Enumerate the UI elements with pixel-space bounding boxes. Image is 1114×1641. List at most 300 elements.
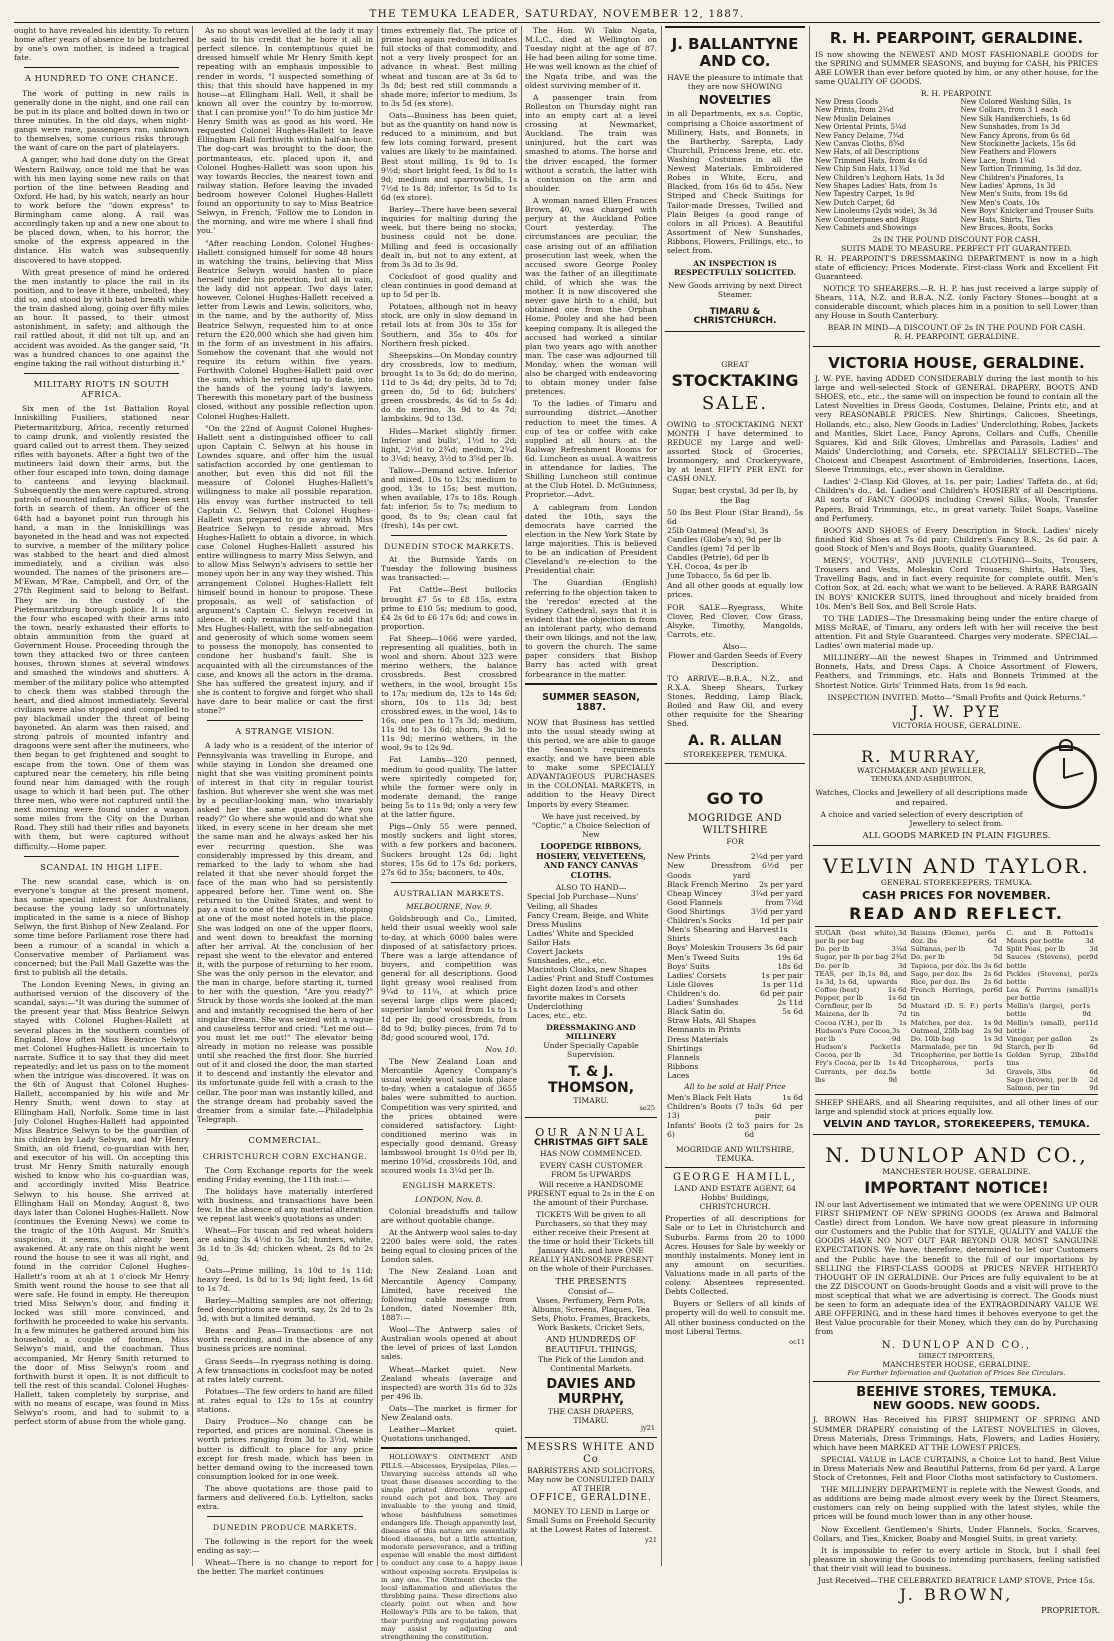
article-text: times extremely flat. The price of prime hog again reduced indicates full stocks of that commodity, and not a very lively prospect for an advance in wheat. Best milling wheat and tuscan are at 3s 6d to 3s 8d; best red still commands a shade more; inferior to medium, 3s to 3s 5d (ex store). — [381, 26, 517, 108]
price-row — [667, 980, 803, 989]
list-item: Candles (Globe's x), 9d per lb — [667, 534, 781, 544]
divider — [207, 720, 363, 721]
advert-signature: R. H. PEARPOINT, GERALDINE. — [893, 332, 1020, 342]
article-text: Wool—The Antwerp sales of Australian wools opened at about the level of prices of last London sales. — [381, 1325, 517, 1362]
advert-holloway: HOLLOWAY'S OINTMENT AND PILLS.—Abscesses, Erysipelas, Piles.—Unvarying success attends all who treat these diseases according to the simple printed directions wrapped round each pot and box. They are invaluable to the young and timid, whose bashfulness sometimes endangers life. Though apparently lost, diseases of this nature are essentially blood diseases, but a little attention, moderate perseverance, and a trifling expense will enable the most diffident to conduct any case to a happy issue without exposing secrets. Erysipelas is in any one. The Ointment checks the local inflammation and alleviates the throbbing pains. These directions also clearly point out when and how Holloway's Pills are to be taken, that their purifying and regulating powers may assist by adjusting and strengthening the constitution. — [381, 1453, 517, 1641]
list-item: New Lace, from 1¼d — [960, 156, 1036, 165]
advert-davies-murphy — [525, 1122, 657, 1438]
advert-signature: VELVIN AND TAYLOR, STOREKEEPERS, TEMUKA. — [823, 1119, 1090, 1131]
list-item: Candles (Petrie), 6d per lb — [667, 553, 769, 563]
price-row — [667, 925, 803, 943]
item-price: 1s 6d — [782, 1093, 803, 1103]
price-row — [911, 1043, 1003, 1051]
advert-text: AND FANCY CANVAS CLOTHS. — [543, 860, 639, 880]
section-heading: COMMERCIAL. — [248, 1135, 322, 1146]
advert-thomson — [525, 689, 657, 1118]
price-row — [667, 1044, 803, 1053]
advert-ref: se25 — [639, 1104, 655, 1113]
advert-text: J. W. PYE, having ADDED CONSIDERABLY during the last month to his large and well-selected Stock of GENERAL DRAPERY, BOOTS AND SHOES, etc., etc., the same will on inspection be found to contain all the Latest Novelties in Dress Goods, Costumes, Delaine, Prints etc, and at very REASONABLE PRICES. New Shirtings, Calicoes, Sheetings, Hollands, etc.; also, New Goods in Ladies' Underclothing, Robes, Jackets and Mantles, Skirt Lace, Fancy Aprons, Collars and Cuffs, Chenille Squares, Kid and Silk Gloves, Umbrellas and Parasols, Ladies' and Maids' Underclothing, and Corsets, etc. SPECIALLY SELECTED—The Choicest and Cheapest Assortment of Embroideries, Insertions, Laces, Sleeve Trimmings, etc., ever shown in Geraldine. — [815, 374, 1098, 475]
item-name: SUGAR (best white), per lb per bag — [815, 928, 898, 946]
price-row — [911, 953, 1003, 961]
advert-text: SHEEP SHEARS, and all Shearing requisites, and all other lines of our large and splendid stock at prices equally low. — [815, 1098, 1098, 1117]
list-item: New Boys' Knicker and Trouser Suits — [960, 207, 1094, 216]
advert-text: Buyers or Sellers of all kinds of property will do well to consult me. All other business conducted on the most Liberal Terms. — [665, 1299, 805, 1336]
article-heading: AUSTRALIAN MARKETS. — [393, 888, 505, 898]
article-text: Barley—Malting samples are not offering; feed descriptions are worth, say, 2s 2d to 2s 3d, with but a limited demand. — [197, 1295, 373, 1324]
advert-hamill — [665, 1172, 805, 1347]
advert-text: TICKETS Will be given to all Purchasers, so that they may either receive their Present at the time or hold their Tickets till January 4th, and have ONE REALLY HANDSOME PRESENT on the whole of their Purchases. — [528, 1209, 654, 1274]
price-row — [667, 971, 803, 980]
list-item: New Dutch Carpet, 6d — [815, 198, 895, 207]
item-name: Black Satin do. — [667, 1007, 726, 1017]
advert-text: NOTICE TO SHEARERS.—R. H. P. has just received a large supply of Shears, 11A, N.Z. and B.B.A. N.Z. (only Factory Stones—bought at a considerable discount, which places him in a position to sell Lower than any House in South Canterbury. — [815, 283, 1098, 321]
item-price: 5d — [993, 953, 1003, 962]
article-text: The following is the report for the week ending as say:— — [197, 1536, 373, 1555]
item-price: 1s 3d — [892, 1043, 902, 1060]
item-price: 1s per 11d — [761, 979, 803, 989]
item-price: 2¾d — [891, 953, 907, 962]
list-item: New Linoleums (2yds wide), 3s 3d — [815, 207, 938, 216]
item-name: Pepper, per lb — [815, 994, 864, 1003]
advert-text: SPECIAL VALUE in LACE CURTAINS, a Choice Lot to hand. Best Value in Dress Materials New and Beautiful Patterns, from 6d per yard. A Large Stock of Cretonnes, Felt and Floor Cloths most satisfactory to Customers. — [813, 1454, 1100, 1483]
advert-text: GENERAL STOREKEEPERS, TEMUKA. — [880, 878, 1033, 888]
advert-heading: BEEHIVE STORES, TEMUKA. — [856, 1385, 1057, 1400]
advert-dunlop — [813, 1139, 1100, 1382]
advert-text: Just Received—THE CELEBRATED BEATRICE LAMP STOVE, Price 15s. — [817, 1576, 1096, 1586]
article-text: The new scandal case, which is on everyone's tongue at the present moment, has some special interest for Australians, because the young lady so unfortunately implicated in the same is a niece of Bishop Selwyn, the first Bishop of New Zealand. For some time before Parliament rose there had been a rumour of a scandal in which a Conservative member of Parliament was concerned; but the Pall Mall Gazette was the first to publish all the details. — [14, 876, 189, 977]
advert-pearpoint — [813, 26, 1100, 347]
advert-heading: CHRISTMAS GIFT SALE — [533, 1138, 649, 1149]
item-name: French Herrings, per tin — [910, 985, 994, 1003]
item-name: Infants' Boots (2 to 6) — [667, 1120, 745, 1139]
price-row — [911, 962, 1003, 970]
item-name: Split Peas, per lb — [1006, 945, 1066, 954]
item-name: TEAS, per lb, 1s 3d, 1s 6d, — [815, 969, 868, 986]
item-price: 5s 6d — [782, 1007, 803, 1017]
item-name: Flannels — [667, 1052, 700, 1062]
item-price: 7d — [897, 1010, 907, 1019]
list-item: New Silk Handkerchiefs, 1s 6d — [960, 114, 1071, 123]
advert-text: LAND AND ESTATE AGENT, 64 Hobbs' Buildings, CHRISTCHURCH. — [674, 1183, 796, 1212]
article-text: Fat Lambs—320 penned, medium to good quality. The latter were spiritedly competed for, while the former were only in moderate demand, the range being 5s to 11s 9d; only a very few at the latter figure. — [381, 755, 517, 820]
advert-text: THE MILLINERY DEPARTMENT is replete with the Newest Goods, and as additions are being made almost every week by the Direct Steamers, customers can rely on being supplied with the latest styles, while the prices will be found much lower than in any other house. — [813, 1485, 1100, 1522]
price-row — [667, 989, 803, 998]
article-text: Pigs—Only 55 were penned, mostly suckers and light stores, with a few porkers and baconers. Suckers brought 12s 6d; light stores, 15s 6d to 17s 6d; porkers, 27s 6d to 35s; baconers, to 40s. — [381, 822, 517, 877]
advert-text: VICTORIA HOUSE, GERALDINE. — [892, 720, 1021, 730]
price-row — [1006, 1076, 1098, 1084]
item-name: Marmalade, per tin — [910, 1043, 978, 1052]
price-list — [667, 1093, 803, 1139]
article-text: The London Evening News, in giving an authorised version of the discovery of the scandal, says:—"It was during the summer of the present year that Miss Beatrice Selwyn stayed with Colonel Hughes-Hallett at several places in the southern counties of England. How often Miss Beatrice Selwyn met Colonel Hughes-Hallett is uncertain to narrate. Suffice it to say that they did meet repeatedly; and let us pass on to the moment when the intrigue was discovered. It was on the 6th of August that Colonel Hughes-Hallett, accompanied by his wife and Mr Henry Smith, went down to stay at Ellingham Hall, Norfolk. Some time in last July Colonel Hughes-Hallett had appointed Miss Beatrice Selwyn to be the guardian of his children by Lady Selwyn, and Mr Henry Smith, an old friend, co-guardian with her, and executor of his will. On accepting this trust Mr Henry Smith naturally enough wished to know who his co-guardian was, and accordingly invited Miss Beatrice Selwyn to his house. She arrived at Ellingham Hall on Monday, August 8, two days later than Colonel Hughes-Hallett. Now (continues the Evening News) we come to the tragic of the 10th August. Mr Smith's suspicion, it seems, had already been awakened. At any rate on this night he went round the house to see it was all right, and found in the corridor Colonel Hughes-Hallett's room at ah at 1 o'clock Mr Henry Smith went round the house to see that all were safe. He found in empty. He thereupon tried Miss Selwyn's door, and finding it locked was still more convinced, and forthwith he proceeded to wake his servants. In a few minutes he gathered around him his household, a couple of footmen, Miss Selwyn's maid, and the coachman. Thus accompanied, Mr Henry Smith returned to the door of Miss Selwyn's room and forthwith burst it open. It is not difficult to tell the rest of this scandal. Colonel Hughes-Hallett, taken completely by surprise, and with no means of escape, was found in Miss Selwyn's room, and had to submit to a perfect storm of abuse from the whole gang. — [14, 980, 189, 1427]
item-name: Raisins (Eleme), per doz. lbs — [910, 928, 988, 946]
goods-list-right — [961, 98, 1099, 232]
article-heading: ENGLISH MARKETS. — [402, 1181, 496, 1191]
article-text: With great presence of mind he ordered the men instantly to place the rail in its position, and to leave it there, unbolted, they did so, and stood by with bated breath while the train dashed along, going over fifty miles an hour. It passed, to their utmost astonishment, in safety; and although the rail rattled about, it did not tilt up, and an accident was avoided. As the ganger said, "It was a hundred chances to one against the engine taking the rail without disturbing it." — [14, 267, 189, 368]
divider — [24, 856, 179, 857]
advert-text: Watches, Clocks and Jewellery of all descriptions made and repaired. — [815, 788, 1028, 807]
list-item: 25lb Oatmeal (Mead's), 3s — [667, 525, 769, 535]
article-text: Oats—Business has been quiet, but as the quantity on hand now is reduced to a minimum, and but few lots coming forward, present values are likely to be maintained. Best stout milling, 1s 9d to 1s 9½d; short bright feed, 1s 8d to 1s 9d; medium and sparrowbills, 1s 7½d to 1s 8d; inferior, 1s 5d to 1s 6d (ex store). — [381, 110, 517, 202]
price-row — [1006, 986, 1098, 1002]
divider — [381, 1447, 517, 1449]
price-row — [1006, 1002, 1098, 1018]
list-item: New Children's Pinafores, 1s — [960, 173, 1064, 182]
item-price: 6s 6d — [987, 928, 997, 946]
advert-heading: VELVIN AND TAYLOR. — [823, 854, 1090, 879]
price-row — [667, 1093, 803, 1102]
advert-text: THE CASH DRAPERS, — [547, 1406, 635, 1416]
advert-text: Flower and Garden Seeds of Every Description. — [667, 651, 803, 670]
item-price: 3s 6d — [983, 961, 1003, 970]
advert-text: Consist of— — [568, 1286, 614, 1296]
item-name: Mellin's (small), per bottle — [1006, 1018, 1085, 1035]
article-text: The above quotations are those paid to farmers and delivered f.o.b. Lyttelton, sacks extra. — [197, 1484, 373, 1512]
advert-text: TO THE LADIES—The Dressmaking being under the entire charge of MISS McRAE, of Timaru, any orders left with her will receive the best attention. Fit and Style Guaranteed. Charges very moderate. SPECIAL—Ladies' own material made up. — [815, 613, 1098, 651]
price-row — [1006, 945, 1098, 953]
article-text: Oats—The market is firmer for New Zealand oats. — [381, 1404, 517, 1423]
item-price: 1s 6d — [888, 985, 907, 994]
advert-text: HAVE the pleasure to intimate that they are now SHOWING — [667, 73, 803, 92]
advert-text: GREAT — [721, 360, 749, 370]
item-name: Good Flannels — [667, 897, 723, 907]
advert-text: BOOTS AND SHOES of Every Description in Stock. Ladies' nicely finished Kid Shoes at 7s 6d pair; Children's Fancy B.S., 2s 6d pair. A good Stock of Men's and Boys Boots, quality Guaranteed. — [815, 525, 1098, 553]
article-text: Fat Sheep—1066 were yarded, representing all qualities, both in wool and shorn. About 323 were merino wethers, the balance crossbreds. Best crossbred wethers, in the wool, brought 15s to 17s; medium do, 12s to 14s 6d; shorn, 10s to 11s 3d; best crossbred ewes, in the wool, 14s to 16s, one pen to 17s 3d; medium, 11s 9d to 13s 6d; shorn, 9s 3d to 11s 9d; merino wethers, in the wool, 9s to 12s 9d. — [381, 634, 517, 753]
price-row — [667, 1121, 803, 1139]
item-price: 1s — [994, 1051, 1003, 1060]
column-5 — [665, 26, 805, 1566]
divider — [391, 882, 507, 883]
advert-text: R. H. PEARPOINT'S DRESSMAKING DEPARTMENT is now in a high state of efficiency; Prices Moderate. First-class Work and Excellent Fit Guaranteed. — [815, 253, 1098, 281]
advert-signature: T. & J. THOMSON, — [547, 1064, 635, 1096]
list-item: New Stockinette Jackets, 15s 6d — [960, 140, 1076, 148]
dateline: MELBOURNE, Nov. 9. — [405, 902, 493, 912]
item-name: Hudson's Pure Cocoa, per lb — [815, 1026, 893, 1043]
advert-heading: GEORGE HAMILL, — [672, 1171, 798, 1183]
list-item: New Hats, of all Descriptions — [815, 148, 920, 157]
advert-signature: J. W. PYE — [911, 701, 1002, 721]
advert-text: Now Excellent Gentlemen's Shirts, Under Flannels, Socks, Scarves, Collars, and Ties, Knicker, Boaby and Mosgiel Suits, in great variety. — [813, 1524, 1100, 1543]
advert-text: DIRECT IMPORTERS, — [918, 1351, 995, 1360]
item-price: 1s 6d — [888, 994, 907, 1003]
item-price: 9d — [993, 1043, 1003, 1052]
item-name: Men's Shearing and Harvest Shirts — [667, 925, 779, 944]
list-item: 50 lbs Best Flour (Star Brand), 5s 6d — [667, 507, 803, 526]
item-price: 1s — [898, 1018, 907, 1027]
price-row — [667, 1035, 803, 1044]
article-text: ought to have revealed his identity. To return home after years of absence to be butchered by one's own mother, is indeed a tragical fate. — [14, 26, 189, 63]
advert-text: HAS NOW COMMENCED. — [539, 1149, 643, 1159]
advert-text: OFFICE, GERALDINE. — [530, 1493, 652, 1504]
article-text: Sheepskins—On Monday country dry crossbreds, low to medium, brought 1s to 3s 6d; do do merino, 11d to 3s 4d; dry pelts, 3d to 7d; green do, 5d to 6d; butchers' green crossbreds, 4s 6d to 5s 4d; do do merino, 3s 9d to 4s 7d; lambskins, 9d to 13d. — [381, 350, 517, 424]
advert-text: Sugar, best crystal, 3d per lb, by the Bag — [672, 486, 798, 505]
item-price: 3¼d — [891, 945, 907, 954]
item-price: 1s 3d — [983, 1034, 1003, 1043]
list-item: New Sunshades, from 1s 3d — [960, 123, 1060, 132]
dateline: Nov. 10. — [485, 1044, 517, 1054]
advert-heading: NEW GOODS. NEW GOODS. — [872, 1399, 1041, 1413]
item-price: 19s 6d — [777, 952, 803, 962]
advert-heading: J. BALLANTYNE AND CO. — [671, 35, 799, 70]
item-price: 5d — [897, 1002, 907, 1011]
advert-text: IN our last Advertisement we intimated that we were OPENING UP OUR FIRST SHIPMENT OF NEW SPRING GOODS (ex Arawa and Balmoral Castle) direct from London. We have now great pleasure in informing our Customers and the Public that for STYLE, QUALITY and VALUE the GOODS HAVE NO NOT OUT FAR BEYOND OUR MOST SANGUINE EXPECTATIONS. We have, therefore, determined to let our Customers and the Public have the benefit to the full of our importations by SELLING the FIRST-CLASS GOODS at PRICES NEVER HITHERTO THOUGHT OF IN GERALDINE. Our Prices are fully equivalent to be at the ZZ DISCOUNT on Goods-brought Goods and a visit will prove to the most sceptical that what we are advertising is correct. The Goods must be seen to form an adequate idea of the EXTRAORDINARY VALUE WE ARE OFFERING, and in these hard times it behoves everyone to get the Best Value procurable for their Money, which they can do by Purchasing from — [815, 1199, 1098, 1337]
item-name: Sugar, per lb per bag — [815, 953, 889, 962]
goods-grid — [815, 98, 1098, 232]
price-row — [667, 1053, 803, 1062]
advert-text: New Goods arriving by next Direct Steamer. — [667, 281, 803, 300]
price-row — [911, 1059, 1003, 1075]
article-heading: DUNEDIN STOCK MARKETS. — [384, 541, 514, 551]
item-price: 6d — [1089, 1067, 1098, 1076]
item-name: Pickles (Stevens), per bottle — [1006, 969, 1091, 986]
item-price: 1s each — [778, 925, 797, 944]
item-price: from 7¼d — [765, 897, 803, 907]
price-row — [1006, 1051, 1098, 1067]
advert-white-co — [525, 1442, 657, 1545]
price-row — [815, 970, 907, 986]
item-price: 3d — [1089, 945, 1098, 954]
advert-text: EVERY CASH CUSTOMER FROM 5s UPWARDS — [539, 1161, 643, 1180]
advert-heading: R. MURRAY, — [861, 747, 982, 767]
price-row — [667, 852, 803, 861]
price-row — [667, 953, 803, 962]
list-item: New Oriental Prints, 5¼d — [815, 123, 907, 132]
advert-ref: jy21 — [641, 1424, 655, 1433]
item-name: Sago (brown), per lb — [1006, 1075, 1078, 1084]
price-row — [1006, 1084, 1098, 1092]
advert-heading: READ AND REFLECT. — [849, 904, 1064, 924]
advert-signature: DAVIES AND MURPHY, — [546, 1377, 636, 1407]
advert-heading: MESSRS WHITE AND Co — [526, 1441, 656, 1465]
price-row — [1006, 1068, 1098, 1076]
advert-text: MILLINERY—All the newest Shapes in Trimmed and Untrimmed Bonnets, Hats, and Dress Caps. A Choice Assortment of Flowers, Feathers, and Trimmings, etc. Hats and Bonnets Trimmed at the Shortest Notice. Girls' Trimmed Hats, from 1s 9d each. — [815, 653, 1098, 690]
advert-heading: GO TO — [706, 788, 764, 808]
article-text: The New Zealand Loan and Mercantile Agency Company, Limited, have received the following cable message from London, dated November 8th, 1887:— — [381, 1267, 517, 1323]
list-item: New Colored Washing Silks, 1s — [960, 98, 1072, 107]
item-price: from 6½d per yard — [732, 861, 803, 880]
item-price: 3s 9d — [892, 1026, 901, 1043]
price-row — [911, 945, 1003, 953]
price-row — [815, 994, 907, 1002]
watch-icon — [1032, 743, 1098, 811]
item-price: 2d — [1089, 1075, 1098, 1084]
item-price: 7d — [993, 945, 1003, 954]
item-price: 2s 11d — [777, 998, 803, 1008]
item-name: Gravels, 3lbs — [1006, 1067, 1052, 1076]
price-row — [815, 1027, 907, 1043]
item-name: Children's do. — [667, 989, 721, 999]
item-name: New Dress Goods — [667, 861, 733, 880]
article-heading: CHRISTCHURCH CORN EXCHANGE. — [202, 1152, 368, 1162]
column-rule — [809, 26, 810, 1566]
item-price: 3½d per yard — [750, 907, 803, 917]
item-price: 3d — [897, 928, 907, 937]
list-item: New Collars, from 3 1 each — [960, 106, 1058, 115]
advert-heading: SUMMER SEASON, 1887. — [542, 691, 640, 714]
news-item: A cablegram from London dated the 10th, says the democrats have carried the election in the New York State by large majorities. This is believed to be an indication of President Cleveland's re-election to the Presidential chair. — [525, 502, 657, 576]
item-price: 2s — [1090, 1034, 1098, 1043]
list-item: New Tortion Trimming, 1s 3d doz. — [960, 165, 1082, 174]
item-name: Lea & Perrins (small) per bottle — [1006, 985, 1091, 1003]
list-item: New Children's Leghorn Hats, 1s 3d — [815, 173, 945, 182]
item-name: Sauces (Stevens), per bottle — [1006, 953, 1090, 970]
price-row — [911, 986, 1003, 1002]
item-name: Vinegar, per gallon — [1006, 1034, 1072, 1043]
item-name: Cocoa (Y.H.), per lb — [815, 1018, 883, 1027]
advert-heading: IMPORTANT NOTICE! — [864, 1178, 1049, 1198]
item-name: Dress Materials — [667, 1034, 729, 1044]
news-item: The Hon. Wi Tako Ngata, M.L.C., died at Wellington on Tuesday night at the age of 87. He had been ailing for some time. He was well known as the chief of the Ngata tribe, and was the oldest surviving member of it. — [525, 26, 657, 90]
price-row — [815, 1059, 907, 1067]
item-price: 6d per pair — [760, 989, 803, 999]
news-item: To the ladies of Timaru and surrounding district.—Another reduction to meet the times. A cup of tea or coffee with cake supplied at all hours at the Railway Refreshment Rooms for 6d. Luncheon as usual. A waitress in attendance for ladies. The Shilling Luncheon still continue at the Club Hotel. D. McGuinness, Proprietor.—Advt. — [525, 399, 657, 500]
article-text: At the Burnside Yards on Tuesday the following business was transacted:— — [381, 555, 517, 583]
dateline: LONDON, Nov. 8. — [415, 1194, 483, 1204]
advert-text: TEMUKA AND ASHBURTON. — [870, 775, 973, 784]
column-rule — [661, 26, 662, 1566]
item-price: 9d — [1089, 1083, 1098, 1092]
price-row — [911, 1051, 1003, 1059]
column-rule — [377, 26, 378, 1566]
advert-text: It is impossible to refer to every article in Stock, but I shall feel pleasure in showing the Goods to intending purchasers, feeling satisfied that their visit will lead to business. — [813, 1545, 1100, 1574]
advert-signature: MOGRIDGE AND WILTSHIRE, TEMUKA. — [675, 1144, 795, 1163]
advert-text: SUITS MADE TO MEASURE. PERFECT FIT GUARANTEED. — [841, 244, 1072, 254]
price-column — [911, 929, 1003, 1092]
advert-town: TIMARU & CHRISTCHURCH. — [693, 306, 777, 327]
item-name: Laces — [667, 1071, 690, 1080]
item-name: Starch, per lb — [1006, 1043, 1054, 1052]
item-price: 1s 4d — [888, 1059, 907, 1068]
article-text: Wheat—Market quiet. New Zealand wheats (average and inspected) are worth 31s 6d to 32s per 496 lb. — [381, 1364, 517, 1401]
advert-victoria-house — [813, 351, 1100, 736]
advert-murray — [813, 739, 1100, 846]
price-row — [815, 1019, 907, 1027]
article-text: Leather—Market quiet. Quotations unchanged. — [381, 1425, 517, 1444]
price-row — [815, 929, 907, 945]
item-price: 18s 6d — [777, 961, 803, 971]
price-row — [911, 929, 1003, 945]
item-name: Ladies' Corsets — [667, 970, 727, 980]
divider — [24, 67, 179, 68]
item-name: Cornflour, per lb — [815, 1002, 873, 1011]
price-row — [667, 943, 803, 952]
advert-text: Under Specially Capable Supervision. — [543, 1041, 639, 1060]
item-name: Ladies' Sunshades — [667, 998, 739, 1008]
advert-text: STOREKEEPER, TEMUKA. — [683, 749, 787, 759]
advert-heading: STOCKTAKING — [671, 371, 799, 391]
advert-ref: y21 — [645, 1536, 657, 1545]
item-price: 2s 9d — [983, 1026, 1003, 1035]
item-name: Children's Boots (7 to 13) — [667, 1102, 755, 1121]
list-item: New Ladies' Aprons, 1s 3d — [960, 181, 1056, 190]
article-text: Dairy Produce—No change can be reported, and prices are nominal. Cheese is worth prices ranging from 3d to 3½d, while butter is difficult to place for any price except for fresh made, which has been in better demand owing to the increased town consumption looked for in one week. — [197, 1417, 373, 1481]
item-name: Men's Tweed Suits — [667, 952, 740, 962]
news-item: A woman named Ellen Frances Brown, 40, was charged with perjury at the Auckland Police Court yesterday. The circumstances are peculiar, the case arising out of an affiliation prosecution last week, when the accused swore George Pooley was the father of an illegitimate child, of which she was the mother. It is now discovered she never gave birth to a child, but obtained one from the Orphan Home. Pooley and she had been keeping company. It is alleged the accused had worked a similar plan two years ago with another man. The case was adjourned till Monday, when the woman will also be charged with endeavoring to obtain money under false pretences. — [525, 195, 657, 397]
advert-text: MONEY TO LEND in Large or Small Sums on Freehold Security at the Lowest Rates of Interest. — [526, 1506, 656, 1535]
item-name: New Prints — [667, 852, 711, 862]
article-heading: DUNEDIN PRODUCE MARKETS. — [212, 1523, 358, 1533]
divider — [24, 373, 179, 374]
price-row — [667, 1025, 803, 1034]
price-row — [815, 953, 907, 961]
advert-ballantyne — [665, 26, 805, 332]
list-item: New Canvas Cloths, 8¾d — [815, 140, 905, 148]
advert-text: May now be CONSULTED DAILY AT THEIR — [527, 1474, 655, 1494]
item-name: Currants, per doz. lbs — [815, 1067, 889, 1084]
advert-town: TIMARU. — [573, 1096, 609, 1106]
item-price: 1s — [1090, 985, 1098, 994]
list-item: Y.H. Cocoa, 4s per lb — [667, 562, 748, 572]
advert-beehive — [813, 1386, 1100, 1616]
article-text: The Corn Exchange reports for the week ending Friday evening, the 11th inst.:— — [197, 1165, 373, 1184]
advert-heading: OUR ANNUAL — [535, 1126, 647, 1140]
advert-text: LOOPEDGE RIBBONS, HOSIERY, VELVETEENS, — [536, 840, 646, 861]
advert-text: MENS', YOUTHS', AND JUVENILE CLOTHING—Suits, Trousers, Trousers and Vests, Moleskin Cord Trousers; Shirts, Hats, Ties, Travelling Bags, and in fact every requisite for complete outfit. Men's Cotton Sox, at 2d. each; what we want to be believed. A RARE BARGAIN IN BOYS' KNICKER SUITS, lined throughout and nicely braided from 10s. Men's Bell Sox, and Bell Scrole Hats. — [815, 556, 1098, 611]
advert-velvin-taylor — [813, 850, 1100, 1135]
list-item: New Counterpanes and Rugs — [815, 215, 919, 224]
item-name: Maizena, der lb — [815, 1010, 869, 1019]
advert-text: in all Departments, ex s.s. Coptic, comprising a Choice assortment of Millinery, Hats, and Bonnets, in the Bartherby, Sarepta, Lady Churchill, Princess Irene, etc. etc. Washing Costumes in all the Newest Materials. Embroidered Robes in White, Ecru, and Blacked, from 16s 6d to 45s. New Striped and Check Suitings for Tailor-made Dresses, Twilled and Plain Beiges (a good range of colors in all Prices). A Beautiful Assortment of New Sunshades, Ribbons, Flowers, Frillings, etc., to select from. — [667, 109, 803, 256]
item-name: Ribbons — [667, 1061, 699, 1071]
item-name: Boys' Suits — [667, 961, 710, 971]
item-name: Do. per lb — [815, 945, 850, 954]
price-column — [1006, 929, 1098, 1092]
price-row — [815, 945, 907, 953]
list-item: June Tobacco, 5s 6d per lb. — [667, 571, 772, 581]
list-item: New Men's Coats, 10s — [960, 198, 1040, 207]
item-price: 1s — [994, 1002, 1003, 1011]
article-text: A ganger, who had done duty on the Great Western Railway, once told me that he was with his men laying some new rails on that portion of the line between Reading and Oxford. He had, by his watch, nearly an hour to work before the "down express" to Birmingham came along. A rail was accordingly taken up and a new one about to be placed down, when, to his horror, the smoke of the express appeared in the distance. His watch was subsequently discovered to have stopped. — [14, 155, 189, 265]
article-heading: SCANDAL IN HIGH LIFE. — [40, 862, 163, 873]
advert-text: DRESSMAKING AND MILLINERY — [546, 1022, 636, 1042]
item-price: 1s 3d — [985, 1059, 995, 1076]
article-text: Tallow—Demand active. Inferior and mixed, 10s to 12s; medium to good, 13s to 15s; best mutton, when available, 17s to 18s. Rough fat: inferior, 5s to 7s; medium to good, 8s to 9s; clean caul fat (fresh), 14s per cwt. — [381, 466, 517, 530]
advert-text: TO ARRIVE—B.B.A., N.Z., and R.X.A. Sheep Shears, Turkey Stones, Bedding, Lamp Black, Boiled and Raw Oil, and every other requisite for the Shearing Shed. — [667, 673, 803, 729]
article-text: At the Antwerp wool sales to-day 2200 bales were sold, the rates being equal to closing prices of the London sales. — [381, 1228, 517, 1265]
column-6 — [813, 26, 1100, 1616]
list-item: New Men's Suits, from 19s 6d — [960, 190, 1068, 199]
item-name: Mellin's (large), per bottle — [1006, 1002, 1083, 1019]
item-price: 11d — [1084, 1018, 1098, 1027]
price-row — [1006, 1019, 1098, 1035]
item-name: Do. 10lb bag — [910, 1034, 955, 1043]
list-item: New Chip Sun Hats, 11¾d — [815, 165, 910, 174]
advert-text: The Pick of the London and Continental Markets. — [538, 1355, 644, 1374]
advert-text: 2s IN THE POUND DISCOUNT FOR CASH. — [872, 235, 1041, 245]
list-item: New Fancy Aprons, from 6s 6d — [960, 131, 1071, 140]
item-price: 1s 8d, and upwards — [867, 969, 907, 986]
list-item: And all other goods at equally low prices. — [667, 580, 803, 599]
price-row — [1006, 953, 1098, 969]
article-text: Potatoes—The few orders to hand are filled at rates equal to 12s to 15s at country stations. — [197, 1386, 373, 1415]
advert-text: Vases, Perfumery, Fern Pots, Albums, Screens, Plaques, Tea Sets, Photo. Frames, Brackets, Work Baskets, Cricket Sets, — [531, 1295, 651, 1333]
article-heading: A STRANGE VISION. — [235, 727, 335, 738]
price-row — [667, 998, 803, 1007]
list-item: New Tapestry Carpet, 1s 9d — [815, 190, 915, 199]
advert-heading: R. H. PEARPOINT, GERALDINE. — [829, 29, 1084, 47]
item-price: 1s 3d — [1085, 928, 1094, 946]
item-price: 1s per pair — [761, 970, 803, 980]
column-2 — [197, 26, 373, 1577]
price-row — [667, 1071, 803, 1080]
advert-text: Ladies' 2-Clasp Kid Gloves, at 1s. per pair; Ladies' Taffeta do., at 6d; Children's do., 4d. Ladies' and Children's HOSIERY of all Descriptions. All sorts of FANCY GOODS including Crewel Silks, Wools, Transfer Papers, Braid Trimmings, etc., in great variety. Toilet Soaps, Vaseline and Perfumery. — [815, 477, 1098, 523]
advert-mogridge-wiltshire — [665, 768, 805, 1168]
item-name: Golden Syrup, 2lbs tins — [1006, 1051, 1085, 1068]
item-name: Straw Hats, All Shapes — [667, 1016, 756, 1026]
list-item: New Muslin Delaines — [815, 114, 891, 123]
column-rule — [192, 26, 193, 1566]
advert-heading: NOVELTIES — [698, 93, 772, 108]
article-text: Barley—There have been several inquiries for malting during the week, but there being no stocks, business could not be done. Milling and feed is occasionally dealt in, but not to any extent, at from 3s 3d to 3s 9d. — [381, 205, 517, 269]
